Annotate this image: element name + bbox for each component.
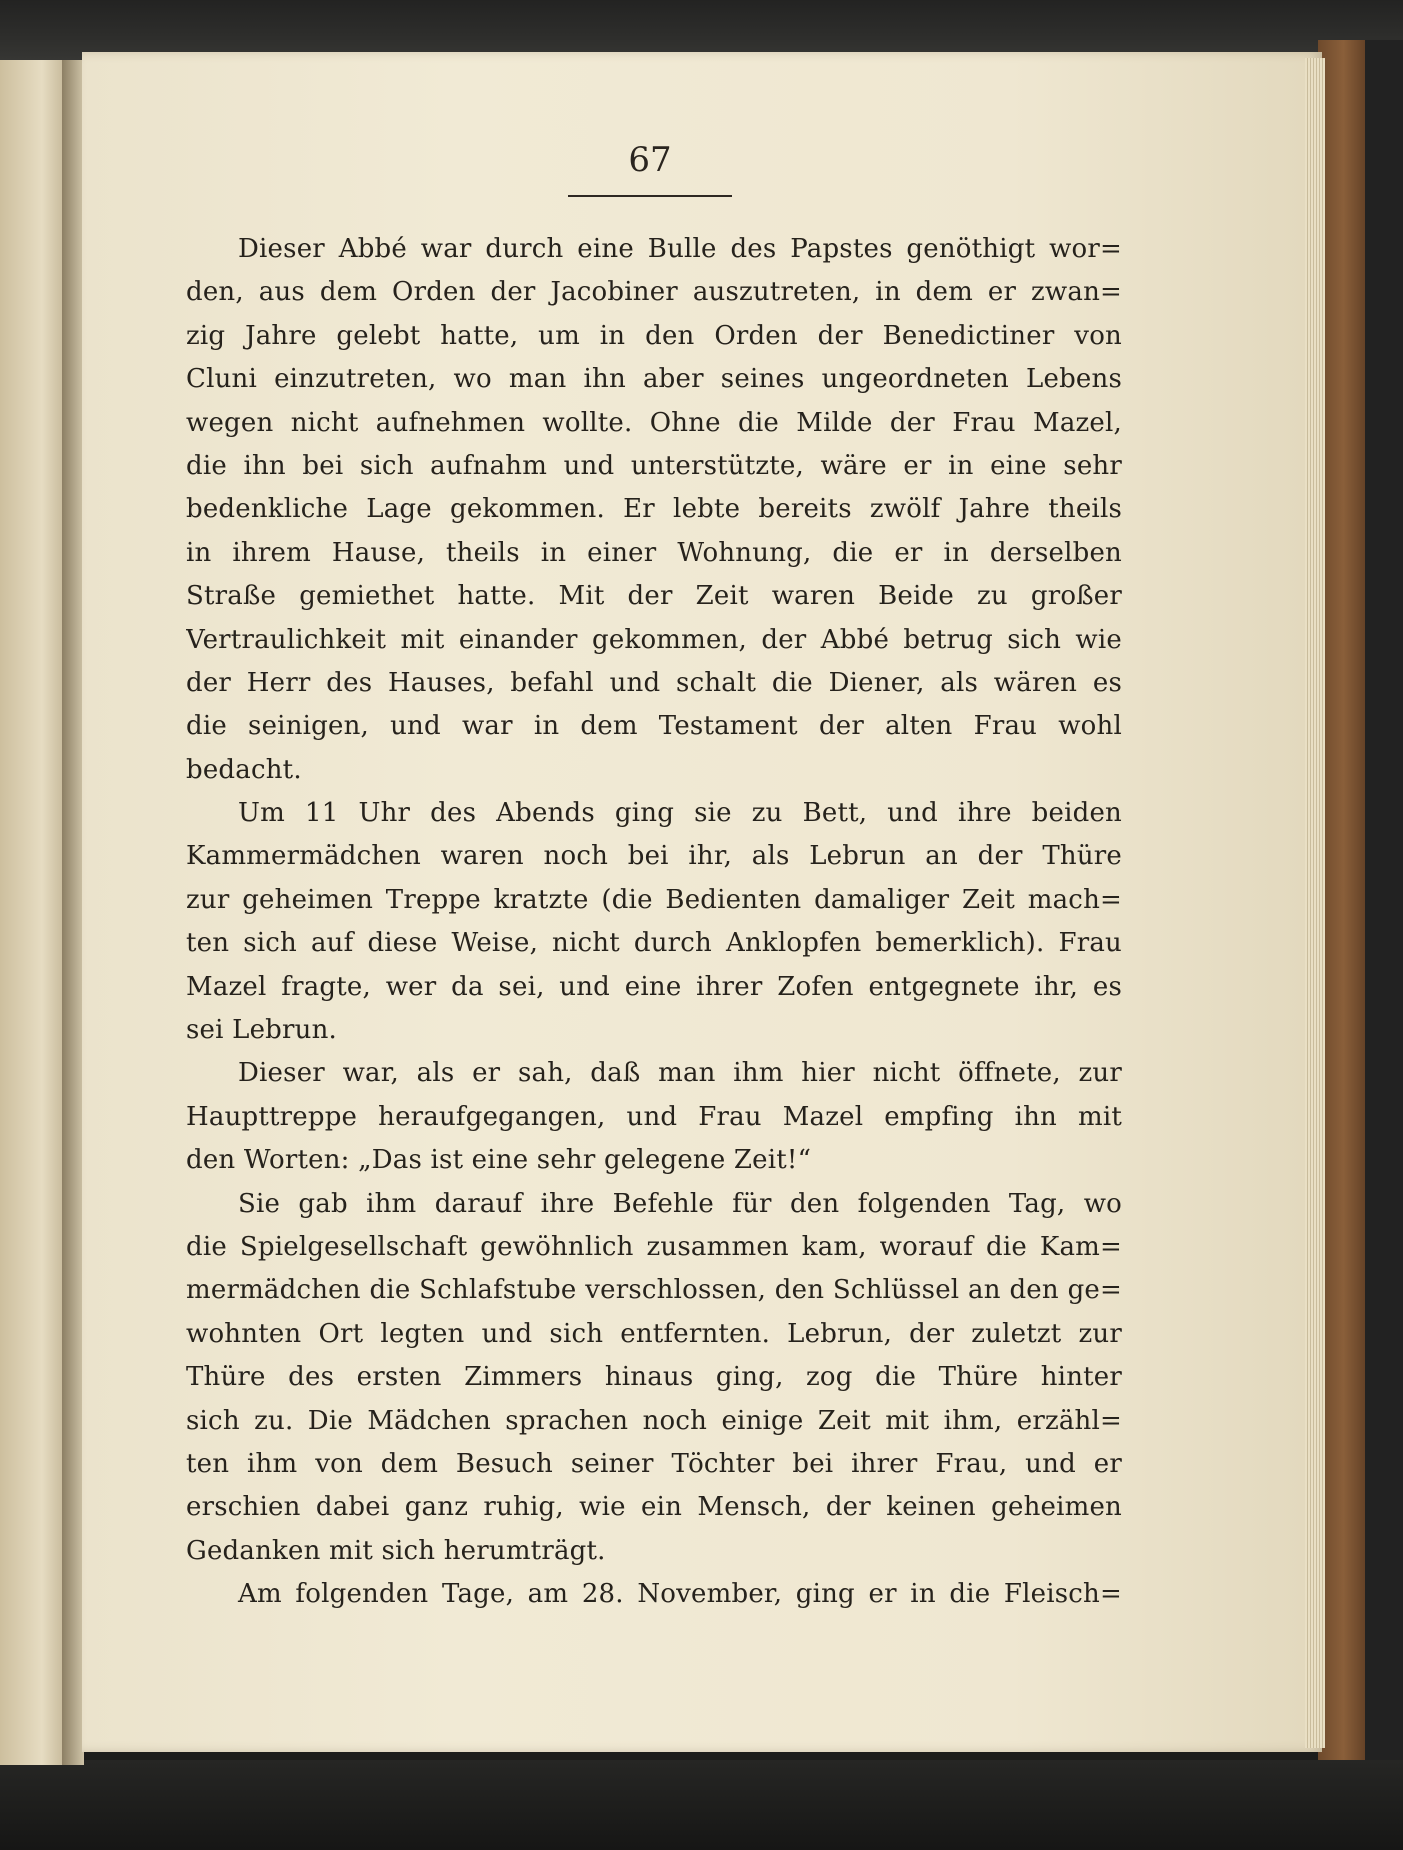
facing-page-edge (0, 60, 70, 1765)
text-line: den, aus dem Orden der Jacobiner auszutreten, in dem er zwan= (186, 277, 1122, 308)
text-line: ten ihm von dem Besuch seiner Töchter bei ihrer Frau, und er (186, 1448, 1122, 1479)
text-line: sich zu. Die Mädchen sprachen noch einige Zeit mit ihm, erzähl= (186, 1405, 1122, 1436)
text-line: wegen nicht aufnehmen wollte. Ohne die Milde der Frau Mazel, (186, 407, 1122, 438)
text-line: wohnten Ort legten und sich entfernten. Lebrun, der zuletzt zur (186, 1318, 1122, 1349)
book-gutter (62, 60, 84, 1765)
text-line: den Worten: „Das ist eine sehr gelegene Zeit!“ (186, 1145, 812, 1176)
text-line: der Herr des Hauses, befahl und schalt die Diener, als wären es (186, 667, 1122, 698)
text-line: Dieser Abbé war durch eine Bulle des Papstes genöthigt wor= (238, 234, 1122, 264)
text-line: bedenkliche Lage gekommen. Er lebte bereits zwölf Jahre theils (186, 494, 1122, 525)
text-line: Cluni einzutreten, wo man ihn aber seines ungeordneten Lebens (186, 364, 1122, 395)
text-line: Dieser war, als er sah, daß man ihm hier nicht öffnete, zur (238, 1058, 1122, 1089)
text-line: bedacht. (186, 754, 302, 785)
text-line: sei Lebrun. (186, 1015, 337, 1046)
text-line: mermädchen die Schlafstube verschlossen, den Schlüssel an den ge= (186, 1275, 1122, 1306)
text-line: Um 11 Uhr des Abends ging sie zu Bett, und ihre beiden (238, 798, 1122, 829)
text-line: die ihn bei sich aufnahm und unterstützte, wäre er in eine sehr (186, 450, 1122, 481)
text-line: Gedanken mit sich herumträgt. (186, 1535, 606, 1566)
book-cover-bottom (0, 1760, 1403, 1850)
text-line: zur geheimen Treppe kratzte (die Bedienten damaliger Zeit mach= (186, 884, 1122, 915)
text-line: die seinigen, und war in dem Testament der alten Frau wohl (186, 711, 1122, 742)
page-number-rule (568, 195, 732, 197)
book-cover-edge (1365, 40, 1403, 1770)
text-line: in ihrem Hause, theils in einer Wohnung, die er in derselben (186, 537, 1122, 568)
text-line: Straße gemiethet hatte. Mit der Zeit waren Beide zu großer (186, 581, 1122, 612)
text-line: die Spielgesellschaft gewöhnlich zusammen kam, worauf die Kam= (186, 1231, 1122, 1262)
text-line: Thüre des ersten Zimmers hinaus ging, zog die Thüre hinter (186, 1362, 1122, 1393)
text-line: Haupttreppe heraufgegangen, und Frau Mazel empfing ihn mit (186, 1101, 1122, 1132)
page-stack-edges (1305, 58, 1325, 1748)
text-line: erschien dabei ganz ruhig, wie ein Mensch, der keinen geheimen (186, 1492, 1122, 1523)
text-line: Sie gab ihm darauf ihre Befehle für den folgenden Tag, wo (238, 1188, 1122, 1219)
text-line: zig Jahre gelebt hatte, um in den Orden der Benedictiner von (186, 320, 1122, 351)
text-line: Am folgenden Tage, am 28. November, ging er in die Fleisch= (238, 1579, 1122, 1610)
text-line: ten sich auf diese Weise, nicht durch Anklopfen bemerklich). Frau (186, 928, 1122, 959)
text-line: Vertraulichkeit mit einander gekommen, der Abbé betrug sich wie (186, 624, 1122, 655)
text-line: Kammermädchen waren noch bei ihr, als Lebrun an der Thüre (186, 841, 1122, 872)
text-line: Mazel fragte, wer da sei, und eine ihrer Zofen entgegnete ihr, es (186, 971, 1122, 1002)
page-number: 67 (628, 140, 672, 180)
body-text (186, 228, 1122, 1617)
